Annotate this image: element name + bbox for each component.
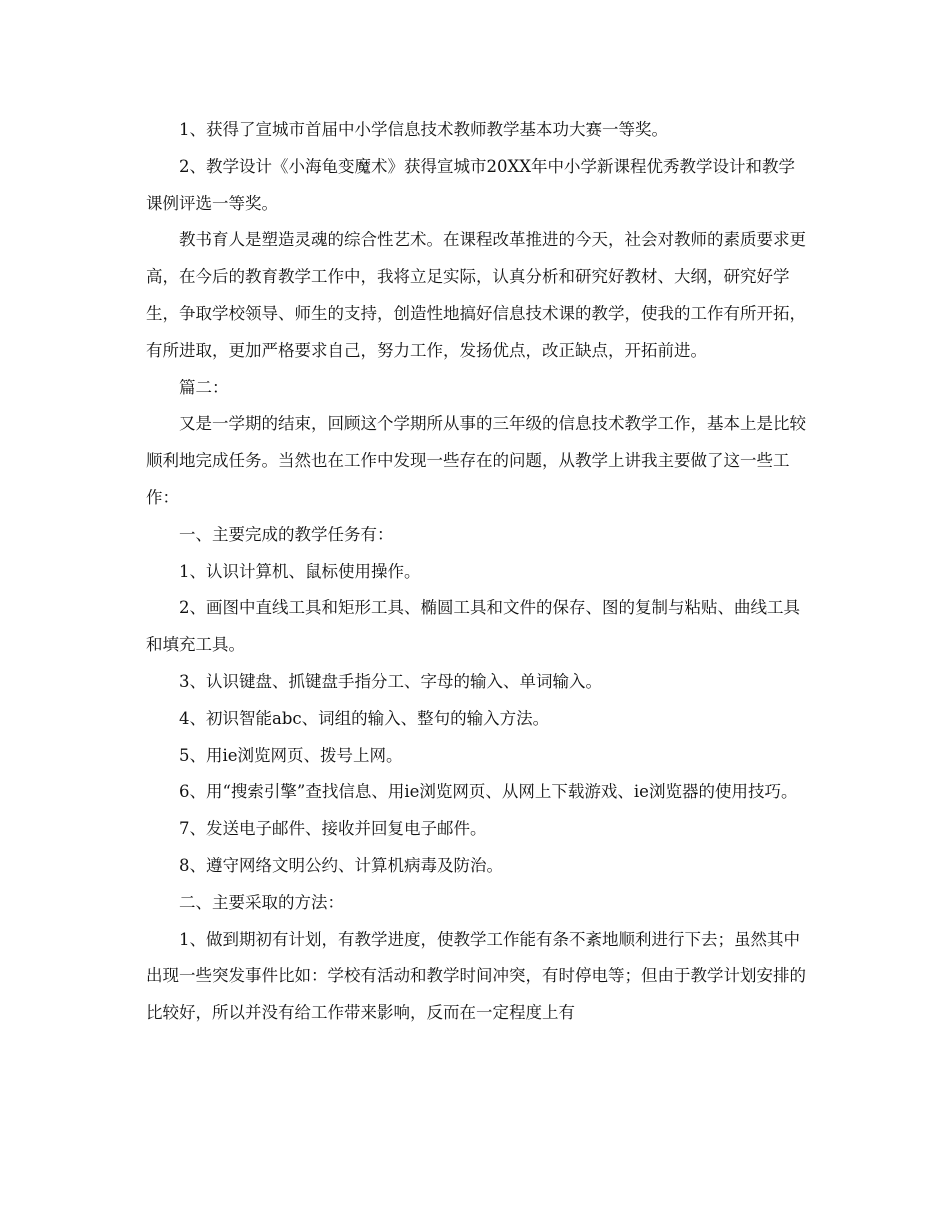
section-heading-part-two: 篇二：: [179, 377, 229, 397]
paragraph-award-1: 1、获得了宣城市首届中小学信息技术教师教学基本功大赛一等奖。: [179, 120, 668, 139]
list-item-task-1: 1、认识计算机、鼠标使用操作。: [179, 561, 421, 581]
paragraph-intro: 又是一学期的结束，回顾这个学期所从事的三年级的信息技术教学工作，基本上是比较顺利地完成任务。当然也在工作中发现一些存在的问题，从教学上讲我主要做了这一些工作：: [146, 414, 806, 507]
list-item-task-2: 2、画图中直线工具和矩形工具、椭圆工具和文件的保存、图的复制与粘贴、曲线工具和填充工具。: [146, 598, 800, 655]
paragraph-reflection: 教书育人是塑造灵魂的综合性艺术。在课程改革推进的今天，社会对教师的素质要求更高，在今后的教育教学工作中，我将立足实际，认真分析和研究好教材、大纲，研究好学生，争取学校领导、师生的支持，创造性地搞好信息技术课的教学，使我的工作有所开拓，有所进取，更加严格要求自己，努力工作，发扬优点，改正缺点，开拓前进。: [146, 230, 806, 360]
list-item-task-6: 6、用“搜索引擎”查找信息、用ie浏览网页、从网上下载游戏、ie浏览器的使用技巧。: [179, 782, 798, 802]
heading-main-tasks: 一、主要完成的教学任务有：: [179, 524, 394, 544]
list-item-method-1: 1、做到期初有计划，有教学进度，使教学工作能有条不紊地顺利进行下去；虽然其中出现一些突发事件比如：学校有活动和教学时间冲突，有时停电等；但由于教学计划安排的比较好，所以并没有给工作带来影响，反而在一定程度上有: [146, 929, 806, 1023]
list-item-task-3: 3、认识键盘、抓键盘手指分工、字母的输入、单词输入。: [179, 671, 602, 691]
paragraph-award-2: 2、教学设计《小海龟变魔术》获得宣城市20XX年中小学新课程优秀教学设计和教学课例评选一等奖。: [146, 156, 795, 213]
list-item-task-8: 8、遵守网络文明公约、计算机病毒及防治。: [179, 855, 503, 875]
list-item-task-5: 5、用ie浏览网页、拨号上网。: [179, 745, 403, 765]
document-body: [146, 112, 806, 1032]
list-item-task-7: 7、发送电子邮件、接收并回复电子邮件。: [179, 819, 487, 839]
list-item-task-4: 4、初识智能abc、词组的输入、整句的输入方法。: [179, 708, 550, 728]
heading-methods: 二、主要采取的方法：: [179, 892, 344, 912]
